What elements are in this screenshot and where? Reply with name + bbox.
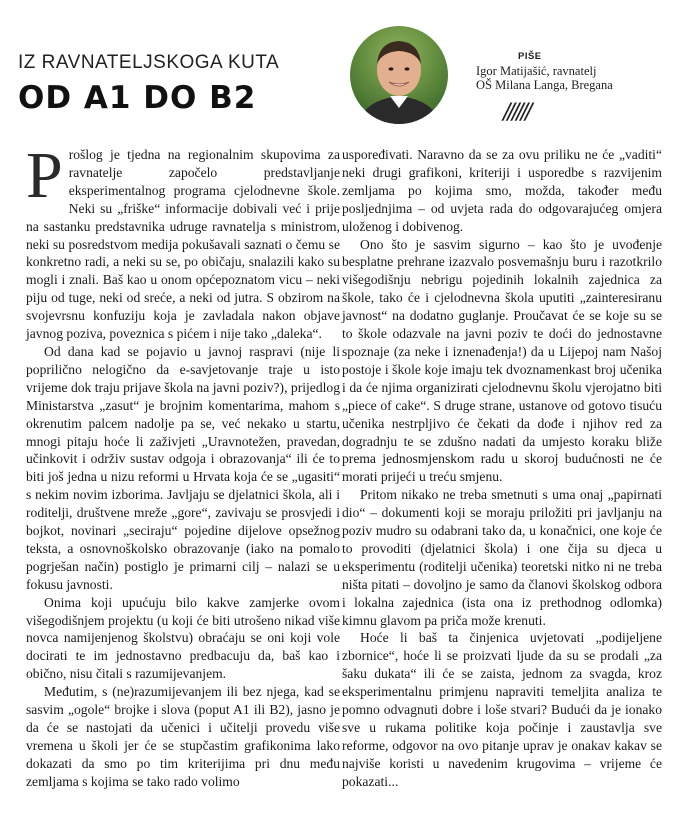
paragraph: uspoređivati. Naravno da se za ovu priliku ne će „vaditi“ neki drugi grafikoni, kriteriji i usporedbe s razvijenim zemljama po kojima smo, možda, također među posljednjima – od uvjeta rada do odgovarajućeg omjera uloženog i dobivenog. [342,147,662,234]
byline-label: PIŠE [518,51,542,62]
paragraph: Pritom nikako ne treba smetnuti s uma onaj „papirnati dio“ – dokumenti koji se moraju priložiti pri javljanju na poziv mudro su odabrani tako da, u konačnici, one koje će to provoditi (djelatnici škola) i one čija su djeca u eksperimentu (roditelji učenika) teoretski nitko ni ne treba ništa pitati – dovoljno je samo da članovi školskog odbora i lokalna zajednica (ista ona iz prethodnog odlomka) kimnu glavom pa priča može krenuti. [342,487,662,628]
drop-cap: P [26,139,63,212]
paragraph: Onima koji upućuju bilo kakve zamjerke ovom višegodišnjem projektu (u koji će biti utrošeno nikad više novca namijenjenog školstvu) obraćaju se oni koji vole docirati te im jednostavno predbacuju da, baš kao i obično, nisu čitali s razumijevanjem. [26,594,340,682]
article-column-left [26,139,340,791]
decorative-slashes: ////// [503,100,530,125]
paragraph [26,139,340,343]
author-name: Igor Matijašić, ravnatelj [476,64,597,78]
paragraph-text: rošlog je tjedna na regionalnim skupovima za ravnatelje započelo predstavljanje eksperimentalnog programa cjelodnevne škole. Neki su „friške“ informacije dobivali već i prije na sastanku predstavnika udruge ravnatelja s ministrom, neki su posredstvom medija pokušavali saznati o čemu se konkretno radi, a neki su se, po običaju, snalazili kako su mogli i znali. Baš kao u onom općepoznatom vicu – neki piju od tuge, neki od sreće, a neki od jutra. S obzirom na svojevrsnu konfuziju koja je zavladala nakon objave javnog poziva, poveznica s pićem i nije tako „daleka“. [26,147,340,342]
paragraph: Hoće li baš ta činjenica uvjetovati „podijeljene zbornice“, hoće li se proizvati ljude da su se prodali „za šaku dukata“ ili će se zaista, jednom za svagda, kroz eksperimentalnu primjenu napraviti temeljita analiza te pomno odvagnuti dobre i loše stvari? Budući da je ionako sve u rukama politike koja počinje i zaustavlja sve reforme, odgovor na ovo pitanje uprav je onakav kakav se najviše koristi u navedenim krugovima – vrijeme će pokazati... [342,630,662,789]
paragraph: Međutim, s (ne)razumijevanjem ili bez njega, kad se sasvim „ogole“ brojke i slova (poput A1 ili B2), jasno je da će se nastojati da učenici i učitelji provedu više vremena u školi jer će se stupčastim grafikonima lako dokazati da smo po tim kriterijima pri dnu među zemljama s kojima se tako rado volimo [26,684,340,789]
paragraph: Ono što je sasvim sigurno – kao što je uvođenje besplatne prehrane izazvalo posvemašnju buru i razotkrilo višegodišnju nebrigu pojedinih lokalnih zajednica za škole, tako će i cjelodnevna škola uputiti „zainteresiranu javnost“ na dodatno guglanje. Proučavat će se koje su se to škole odazvale na javni poziv te doći do jednostavne spoznaje (za neke i iznenađenja!) da u Lijepoj nam Našoj postoje i škole koje imaju tek dvoznamenkast broj učenika i da će njima organizirati cjelodnevnu školu vjerojatno biti „piece of cake“. S druge strane, ustanove od gotovo tisuću učenika nestrpljivo će čekati da dođe i njihov red za dogradnju te se zdušno nadati da umjesto koraku bliže prema jednosmjenskom radu u skoroj budućnosti ne će morati prijeći u treću smjenu. [342,236,662,485]
section-kicker: IZ RAVNATELJSKOGA KUTA [18,52,280,73]
paragraph: Od dana kad se pojavio u javnoj raspravi (nije li poprilično nelogično da e-savjetovanje traje u isto vrijeme dok traju prijave škola na javni poziv?), prijedlog Ministarstva „zasut“ je brojnim komentarima, mahom s okrenutim palcem nadolje pa se, već nekako u startu, mnogi pitaju hoće li zaživjeti „Uravnotežen, pravedan, učinkovit i održiv sustav odgoja i obrazovanja“ ili će to biti još jedna u nizu reformi u Hrvata koja će se „ugasiti“ s nekim novim izborima. Javljaju se djelatnici škola, ali i roditelji, društvene mreže „gore“, zavivaju se prosvjedi i bojkot, novinari „seciraju“ pojedine dijelove opsežnog teksta, a osnovnoškolsko obrazovanje (iako na pomalo pogrješan način) postiglo je primarni cilj – nalazi se u fokusu javnosti. [26,343,340,592]
author-portrait-image [350,26,448,124]
byline [458,50,668,92]
author-school: OŠ Milana Langa, Bregana [476,78,613,92]
author-photo [350,26,448,124]
article-title: OD A1 DO B2 [18,80,257,116]
article-column-right [342,146,662,791]
